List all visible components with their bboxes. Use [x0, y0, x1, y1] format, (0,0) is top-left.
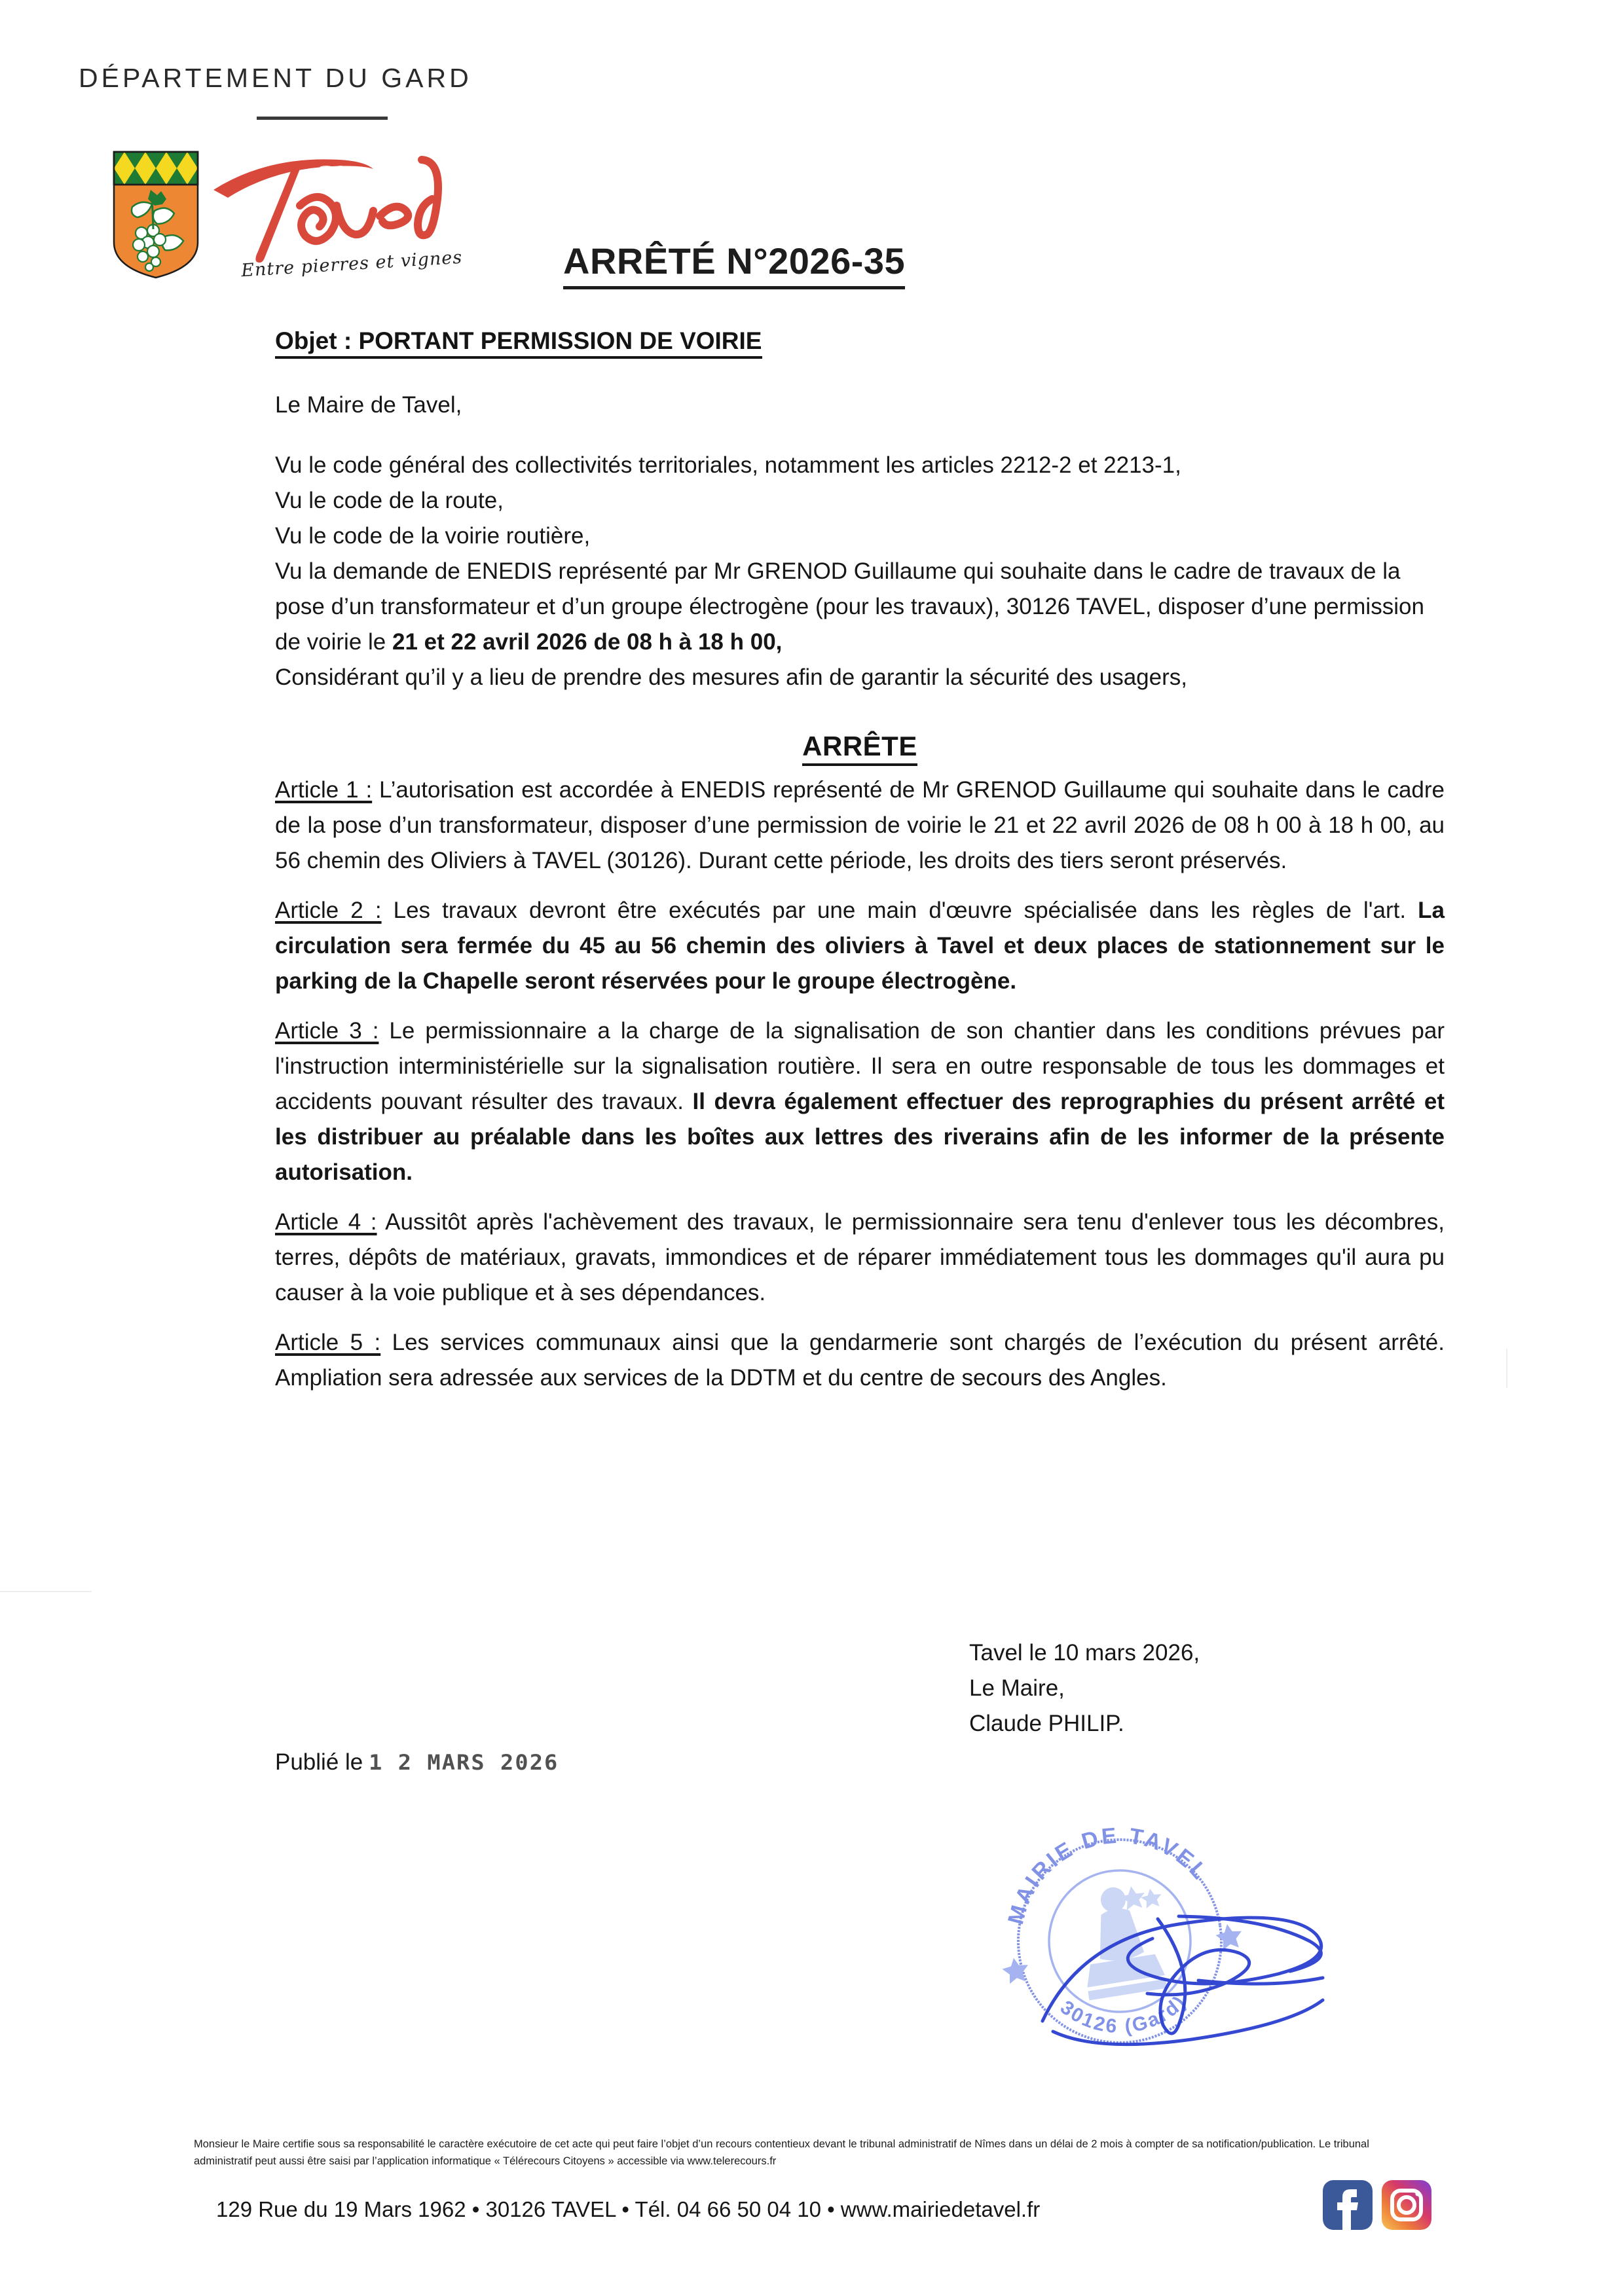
article-5-text: Les services communaux ainsi que la gendarmerie sont chargés de l’exécution du présent arrêté. Ampliation sera adressée aux services de la DDTM et du centre de secours des Angles.: [275, 1330, 1445, 1391]
preamble-opening: Le Maire de Tavel,: [275, 392, 462, 418]
article-2-text: Les travaux devront être exécutés par une main d'œuvre spécialisée dans les règles de l'art.: [381, 898, 1418, 923]
objet-line: Objet : PORTANT PERMISSION DE VOIRIE: [275, 327, 762, 359]
signature-name: Claude PHILIP.: [969, 1711, 1124, 1736]
decision-heading-text: ARRÊTE: [802, 731, 917, 766]
preamble-considerant: Considérant qu’il y a lieu de prendre des mesures afin de garantir la sécurité des usagers,: [275, 665, 1187, 690]
preamble-demande-dates: 21 et 22 avril 2026 de 08 h à 18 h 00,: [392, 629, 783, 655]
article-4-label: Article 4 :: [275, 1209, 377, 1235]
article-3-bold: Il devra également effectuer des reprographies du présent arrêté et les distribuer au préalable dans les boîtes aux lettres des riverains afin de les informer de la présente autorisation.: [275, 1089, 1445, 1185]
signature-role: Le Maire,: [969, 1675, 1065, 1701]
tavel-logo: [110, 143, 503, 306]
article-5: [275, 1325, 1445, 1396]
preamble-vu-2: Vu le code de la route,: [275, 488, 504, 513]
scan-artifact: [0, 1591, 92, 1592]
signature-block: [969, 1635, 1200, 1741]
decision-heading: [275, 731, 1445, 762]
preamble-demande-text: Vu la demande de ENEDIS représenté par Mr GRENOD Guillaume qui souhaite dans le cadre de travaux de la pose d’un transformateur et d’un groupe électrogène (pour les travaux), 30126 TAVEL, disposer d’une permission de voirie le: [275, 558, 1424, 655]
logo-tagline: Entre pierres et vignes: [240, 247, 463, 282]
coat-of-arms-icon: [113, 151, 199, 279]
preamble-vu-3: Vu le code de la voirie routière,: [275, 523, 591, 549]
article-2: [275, 893, 1445, 999]
article-4-text: Aussitôt après l'achèvement des travaux, le permissionnaire sera tenu d'enlever tous les décombres, terres, dépôts de matériaux, gravats, immondices et de réparer immédiatement tous les dommages qu'il aura pu causer à la voie publique et à ses dépendances.: [275, 1209, 1445, 1305]
article-1: [275, 773, 1445, 879]
signature-place-date: Tavel le 10 mars 2026,: [969, 1640, 1200, 1666]
publication-date-stamp: 1 2 MARS 2026: [369, 1750, 559, 1775]
publication-label: Publié le: [275, 1749, 363, 1775]
preamble-demande: [275, 554, 1445, 660]
footer-address: 129 Rue du 19 Mars 1962 • 30126 TAVEL • Tél. 04 66 50 04 10 • www.mairiedetavel.fr: [216, 2197, 1041, 2221]
preamble-vu-1: Vu le code général des collectivités territoriales, notamment les articles 2212-2 et 2213-1,: [275, 452, 1181, 478]
article-4: [275, 1205, 1445, 1311]
header-divider: [257, 117, 388, 120]
svg-text:MAIRIE DE TAVEL: MAIRIE DE TAVEL: [1003, 1823, 1214, 1927]
mairie-seal-icon: [982, 1777, 1362, 2052]
facebook-icon[interactable]: [1323, 2180, 1373, 2230]
page-title: ARRÊTÉ N°2026-35: [563, 240, 905, 289]
article-2-label: Article 2 :: [275, 898, 382, 923]
article-3-text: Le permissionnaire a la charge de la signalisation de son chantier dans les conditions prévues par l'instruction interministérielle sur la signalisation routière. Il sera en outre responsable de tous les dommages et accidents pouvant résulter des travaux.: [275, 1018, 1445, 1114]
article-2-bold: La circulation sera fermée du 45 au 56 chemin des oliviers à Tavel et deux places de stationnement sur le parking de la Chapelle seront réservées pour le groupe électrogène.: [275, 898, 1445, 994]
official-seal: [982, 1777, 1362, 2052]
footer-social-links: [1323, 2180, 1431, 2230]
article-3-label: Article 3 :: [275, 1018, 379, 1044]
department-title: DÉPARTEMENT DU GARD: [79, 63, 472, 93]
article-3: [275, 1013, 1445, 1190]
footer-legal-notice: Monsieur le Maire certifie sous sa responsabilité le caractère exécutoire de cet acte qui peut faire l’objet d’un recours contentieux devant le tribunal administratif de Nîmes dans un délai de 2 mois à compter de sa notification/publication. Le tribunal administratif peut aussi être saisi par l’application informatique « Télérecours Citoyens » accessible via www.telerecours.fr: [194, 2138, 1369, 2167]
article-5-label: Article 5 :: [275, 1330, 381, 1355]
tavel-wordmark-icon: [202, 143, 490, 264]
publication-line: [275, 1749, 559, 1776]
svg-text:30126 (Gard): 30126 (Gard): [1056, 1990, 1191, 2038]
article-1-label: Article 1 :: [275, 777, 373, 803]
instagram-icon[interactable]: [1382, 2180, 1431, 2230]
document-body: [275, 388, 1445, 1396]
article-1-text: L’autorisation est accordée à ENEDIS représenté de Mr GRENOD Guillaume qui souhaite dans le cadre de la pose d’un transformateur, disposer d’une permission de voirie le 21 et 22 avril 2026 de 08 h 00 à 18 h 00, au 56 chemin des Oliviers à TAVEL (30126). Durant cette période, les droits des tiers seront préservés.: [275, 777, 1445, 873]
scan-artifact: [1506, 1349, 1507, 1388]
